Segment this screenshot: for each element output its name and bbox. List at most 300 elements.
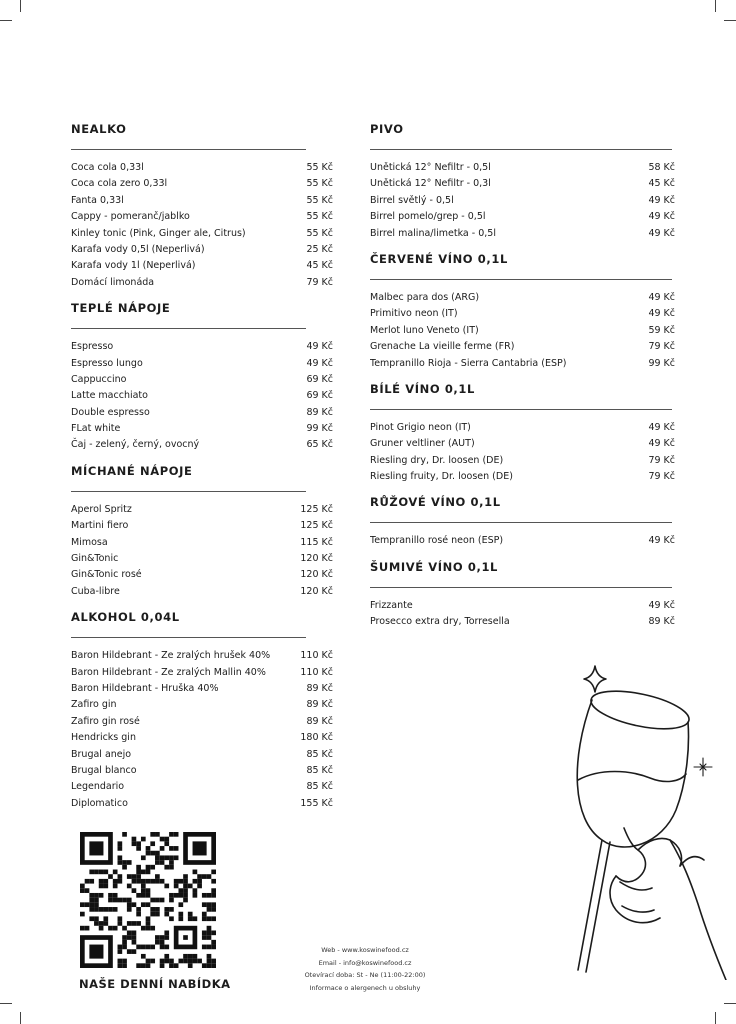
item-price: 45 Kč <box>306 260 333 272</box>
item-price: 59 Kč <box>648 324 675 336</box>
item-price: 49 Kč <box>648 421 675 433</box>
item-name: Mimosa <box>71 536 108 548</box>
qr-module <box>150 959 155 964</box>
item-name: Baron Hildebrant - Ze zralých Mallin 40% <box>71 666 266 678</box>
item-price: 49 Kč <box>648 211 675 223</box>
item-name: Karafa vody 0,5l (Neperlivá) <box>71 243 205 255</box>
qr-module <box>160 837 165 842</box>
item-price: 89 Kč <box>306 715 333 727</box>
qr-module <box>127 898 132 903</box>
qr-module <box>141 963 146 968</box>
qr-module <box>160 959 165 964</box>
qr-module <box>211 945 216 950</box>
item-name: Brugal blanco <box>71 764 137 776</box>
qr-module <box>122 860 127 865</box>
item-price: 125 Kč <box>300 520 333 532</box>
item-price: 110 Kč <box>300 650 333 662</box>
item-name: Espresso <box>71 341 114 353</box>
item-name: Merlot luno Veneto (IT) <box>370 324 479 336</box>
qr-module <box>160 879 165 884</box>
qr-module <box>127 921 132 926</box>
qr-module <box>94 916 99 921</box>
qr-module <box>207 935 212 940</box>
item-name: Tempranillo Rioja - Sierra Cantabria (ESP) <box>370 357 567 369</box>
qr-module <box>118 841 123 846</box>
qr-module <box>141 926 146 931</box>
item-price: 85 Kč <box>306 781 333 793</box>
qr-module <box>193 870 198 875</box>
qr-module <box>113 879 118 884</box>
qr-module <box>169 846 174 851</box>
qr-module <box>99 921 104 926</box>
item-name: Latte macchiato <box>71 390 148 402</box>
qr-module <box>118 874 123 879</box>
qr-module <box>94 893 99 898</box>
item-name: Tempranillo rosé neon (ESP) <box>370 535 504 547</box>
menu-section <box>370 558 675 631</box>
qr-module <box>169 855 174 860</box>
item-name: Frizzante <box>370 599 413 611</box>
qr-module <box>188 884 193 889</box>
section-divider <box>370 279 672 280</box>
item-name: FLat white <box>71 423 121 435</box>
qr-module <box>127 930 132 935</box>
menu-item <box>71 779 333 795</box>
crop-mark <box>724 20 736 21</box>
item-price: 89 Kč <box>306 406 333 418</box>
item-name: Espresso lungo <box>71 357 143 369</box>
menu-item <box>370 193 675 209</box>
qr-module <box>146 870 151 875</box>
menu-section <box>71 299 333 454</box>
section-title: RŮŽOVÉ VÍNO 0,1L <box>370 495 501 510</box>
crop-mark <box>20 1012 21 1024</box>
qr-module <box>103 916 108 921</box>
qr-module <box>164 841 169 846</box>
qr-module <box>164 884 169 889</box>
sparkle-icon <box>584 666 606 692</box>
item-name: Gin&Tonic rosé <box>71 569 142 581</box>
qr-module <box>136 907 141 912</box>
menu-item <box>370 290 675 306</box>
menu-item <box>71 405 333 421</box>
section-divider <box>71 491 306 492</box>
menu-section <box>71 608 333 812</box>
menu-item <box>71 730 333 746</box>
qr-module <box>89 898 94 903</box>
qr-module <box>155 907 160 912</box>
item-name: Gin&Tonic <box>71 553 119 565</box>
qr-module <box>136 921 141 926</box>
menu-item <box>71 258 333 274</box>
sparkle-icon <box>694 758 712 776</box>
item-price: 58 Kč <box>648 162 675 173</box>
qr-module <box>122 935 127 940</box>
qr-module <box>122 865 127 870</box>
menu-item <box>71 275 333 291</box>
item-name: Aperol Spritz <box>71 503 132 515</box>
qr-module <box>207 954 212 959</box>
qr-module <box>141 945 146 950</box>
item-name: Hendricks gin <box>71 732 136 744</box>
section-divider <box>71 637 306 638</box>
qr-module <box>169 893 174 898</box>
qr-module <box>183 898 188 903</box>
item-name: Malbec para dos (ARG) <box>370 291 480 303</box>
section-title: ŠUMIVÉ VÍNO 0,1L <box>370 559 498 574</box>
qr-module <box>169 959 174 964</box>
qr-module <box>150 865 155 870</box>
item-price: 55 Kč <box>306 178 333 190</box>
qr-module <box>141 879 146 884</box>
qr-module <box>164 935 169 940</box>
qr-module <box>155 874 160 879</box>
item-name: Diplomatico <box>71 797 128 809</box>
menu-item <box>71 356 333 372</box>
qr-module <box>197 879 202 884</box>
qr-module <box>141 884 146 889</box>
item-price: 55 Kč <box>306 194 333 206</box>
qr-module <box>202 912 207 917</box>
qr-module <box>183 884 188 889</box>
qr-label: NAŠE DENNÍ NABÍDKA <box>79 977 231 991</box>
item-price: 49 Kč <box>648 194 675 206</box>
qr-code[interactable] <box>80 832 216 968</box>
qr-module <box>89 879 94 884</box>
qr-module <box>122 926 127 931</box>
qr-module <box>132 874 137 879</box>
item-price: 49 Kč <box>648 535 675 547</box>
item-name: Double espresso <box>71 406 150 418</box>
section-title: ČERVENÉ VÍNO 0,1L <box>370 251 508 266</box>
section-title: BÍLÉ VÍNO 0,1L <box>370 381 475 396</box>
item-price: 65 Kč <box>306 439 333 451</box>
menu-section <box>370 380 675 486</box>
qr-module <box>146 893 151 898</box>
crop-mark <box>0 20 12 21</box>
menu-item <box>71 209 333 225</box>
menu-item <box>71 697 333 713</box>
qr-module <box>207 926 212 931</box>
qr-module <box>89 893 94 898</box>
section-title: PIVO <box>370 122 404 136</box>
qr-module <box>85 879 90 884</box>
qr-module <box>122 963 127 968</box>
qr-module <box>174 846 179 851</box>
qr-module <box>211 930 216 935</box>
qr-module <box>183 888 188 893</box>
item-price: 49 Kč <box>648 438 675 450</box>
crop-mark <box>715 1012 716 1024</box>
qr-module <box>127 860 132 865</box>
qr-module <box>132 879 137 884</box>
qr-module <box>99 893 104 898</box>
qr-module <box>211 902 216 907</box>
qr-module <box>146 846 151 851</box>
menu-item <box>71 160 333 176</box>
qr-module <box>94 870 99 875</box>
item-price: 120 Kč <box>300 553 333 565</box>
qr-module <box>122 898 127 903</box>
menu-section <box>370 493 675 549</box>
qr-module <box>188 963 193 968</box>
item-name: Primitivo neon (IT) <box>370 308 458 320</box>
section-title: ALKOHOL 0,04L <box>71 610 180 625</box>
qr-module <box>118 949 123 954</box>
qr-module <box>146 926 151 931</box>
menu-item <box>71 518 333 534</box>
item-name: Fanta 0,33l <box>71 194 124 206</box>
qr-module <box>211 879 216 884</box>
menu-item <box>370 533 675 549</box>
qr-module <box>122 959 127 964</box>
menu-item <box>71 567 333 583</box>
qr-module <box>80 902 85 907</box>
item-price: 99 Kč <box>306 423 333 435</box>
item-price: 155 Kč <box>300 797 333 809</box>
qr-module <box>108 874 113 879</box>
item-price: 55 Kč <box>306 211 333 223</box>
menu-item <box>71 763 333 779</box>
qr-module <box>169 860 174 865</box>
qr-module <box>178 879 183 884</box>
left-menu-column <box>71 120 333 812</box>
qr-module <box>202 945 207 950</box>
item-name: Cuba-libre <box>71 585 120 597</box>
qr-module <box>183 879 188 884</box>
qr-module <box>164 837 169 842</box>
qr-module <box>150 898 155 903</box>
section-divider <box>370 587 672 588</box>
item-price: 120 Kč <box>300 585 333 597</box>
qr-module <box>188 959 193 964</box>
item-name: Zafiro gin rosé <box>71 715 140 727</box>
menu-item <box>71 648 333 664</box>
menu-item <box>370 160 675 176</box>
qr-module <box>150 912 155 917</box>
qr-module <box>132 921 137 926</box>
menu-item <box>370 469 675 485</box>
qr-module <box>80 888 85 893</box>
item-price: 49 Kč <box>648 599 675 611</box>
qr-module <box>174 893 179 898</box>
item-price: 45 Kč <box>648 178 675 190</box>
qr-module <box>193 893 198 898</box>
qr-module <box>103 879 108 884</box>
qr-module <box>80 926 85 931</box>
qr-module <box>207 902 212 907</box>
wine-glass-hand-illustration <box>520 660 736 980</box>
menu-item <box>370 176 675 192</box>
qr-module <box>136 912 141 917</box>
item-name: Baron Hildebrant - Hruška 40% <box>71 682 219 694</box>
item-price: 89 Kč <box>306 682 333 694</box>
qr-module <box>150 945 155 950</box>
qr-module <box>113 884 118 889</box>
qr-module <box>207 959 212 964</box>
item-price: 49 Kč <box>648 291 675 303</box>
footer-web[interactable]: Web - www.koswinefood.cz <box>321 946 409 954</box>
menu-item <box>370 306 675 322</box>
qr-module <box>150 841 155 846</box>
menu-item <box>370 436 675 452</box>
qr-module <box>169 832 174 837</box>
qr-module <box>202 930 207 935</box>
qr-module <box>202 893 207 898</box>
item-price: 79 Kč <box>306 276 333 288</box>
qr-module <box>99 870 104 875</box>
item-price: 125 Kč <box>300 503 333 515</box>
qr-module <box>193 916 198 921</box>
qr-module <box>141 902 146 907</box>
qr-module <box>89 870 94 875</box>
item-price: 49 Kč <box>306 357 333 369</box>
qr-module <box>202 874 207 879</box>
qr-module <box>150 879 155 884</box>
qr-module <box>132 940 137 945</box>
menu-section <box>370 120 675 242</box>
item-name: Domácí limonáda <box>71 276 155 288</box>
item-price: 180 Kč <box>300 732 333 744</box>
item-price: 115 Kč <box>300 536 333 548</box>
qr-module <box>160 855 165 860</box>
section-divider <box>71 328 306 329</box>
qr-module <box>103 921 108 926</box>
item-name: Coca cola 0,33l <box>71 162 144 173</box>
section-divider <box>71 149 306 150</box>
qr-module <box>169 907 174 912</box>
qr-module <box>85 902 90 907</box>
item-name: Prosecco extra dry, Torresella <box>370 616 510 628</box>
qr-module <box>141 888 146 893</box>
item-price: 89 Kč <box>648 616 675 628</box>
section-divider <box>370 149 672 150</box>
qr-module <box>169 963 174 968</box>
qr-module <box>155 935 160 940</box>
qr-module <box>89 902 94 907</box>
item-price: 79 Kč <box>648 471 675 483</box>
qr-module <box>136 945 141 950</box>
qr-module <box>150 851 155 856</box>
footer-hours: Otevírací doba: St - Ne (11:00-22:00) <box>304 971 426 979</box>
qr-module <box>169 898 174 903</box>
menu-item <box>370 614 675 630</box>
qr-module <box>150 907 155 912</box>
qr-module <box>94 921 99 926</box>
qr-module <box>178 959 183 964</box>
qr-module <box>141 855 146 860</box>
qr-module <box>132 949 137 954</box>
qr-module <box>113 907 118 912</box>
crop-mark <box>715 0 716 12</box>
footer-email[interactable]: Email - info@koswinefood.cz <box>318 958 412 967</box>
qr-module <box>197 884 202 889</box>
qr-module <box>118 921 123 926</box>
qr-module <box>141 837 146 842</box>
qr-module <box>197 874 202 879</box>
qr-module <box>108 893 113 898</box>
qr-module <box>80 884 85 889</box>
menu-item <box>71 242 333 258</box>
menu-item <box>370 226 675 242</box>
qr-module <box>164 855 169 860</box>
qr-module <box>211 963 216 968</box>
menu-item <box>71 714 333 730</box>
qr-module <box>211 940 216 945</box>
qr-module <box>160 963 165 968</box>
crop-mark <box>724 1003 736 1004</box>
qr-module <box>132 841 137 846</box>
section-divider <box>370 522 672 523</box>
qr-module <box>103 870 108 875</box>
menu-item <box>370 323 675 339</box>
qr-module <box>132 935 137 940</box>
qr-module <box>127 949 132 954</box>
qr-module <box>164 945 169 950</box>
qr-module <box>118 959 123 964</box>
qr-module <box>207 874 212 879</box>
qr-module <box>118 846 123 851</box>
qr-module <box>174 855 179 860</box>
menu-item <box>71 421 333 437</box>
item-price: 49 Kč <box>306 341 333 353</box>
item-name: Unětická 12° Nefiltr - 0,5l <box>370 162 491 173</box>
item-price: 69 Kč <box>306 373 333 385</box>
qr-module <box>178 912 183 917</box>
item-name: Karafa vody 1l (Neperlivá) <box>71 260 196 272</box>
menu-item <box>71 584 333 600</box>
qr-module <box>122 832 127 837</box>
qr-module <box>136 841 141 846</box>
menu-section <box>370 250 675 372</box>
qr-module <box>207 893 212 898</box>
qr-module <box>127 874 132 879</box>
qr-module <box>150 832 155 837</box>
qr-module <box>183 893 188 898</box>
qr-module <box>155 879 160 884</box>
qr-module <box>94 902 99 907</box>
qr-module <box>155 832 160 837</box>
qr-module <box>136 874 141 879</box>
qr-module <box>193 888 198 893</box>
item-price: 89 Kč <box>306 699 333 711</box>
qr-module <box>146 959 151 964</box>
qr-module <box>113 870 118 875</box>
qr-module <box>164 865 169 870</box>
menu-item <box>71 551 333 567</box>
item-name: Čaj - zelený, černý, ovocný <box>71 439 200 451</box>
qr-module <box>160 945 165 950</box>
qr-module <box>207 930 212 935</box>
qr-module <box>113 898 118 903</box>
crop-mark <box>0 1003 12 1004</box>
qr-module <box>150 926 155 931</box>
qr-module <box>99 884 104 889</box>
menu-item <box>71 388 333 404</box>
menu-item <box>71 502 333 518</box>
qr-module <box>113 893 118 898</box>
qr-module <box>99 879 104 884</box>
qr-module <box>118 879 123 884</box>
qr-module <box>174 832 179 837</box>
qr-module <box>164 907 169 912</box>
qr-module <box>178 893 183 898</box>
qr-module <box>141 954 146 959</box>
qr-module <box>160 860 165 865</box>
item-price: 120 Kč <box>300 569 333 581</box>
qr-module <box>202 963 207 968</box>
item-name: Grenache La vieille ferme (FR) <box>370 341 515 353</box>
